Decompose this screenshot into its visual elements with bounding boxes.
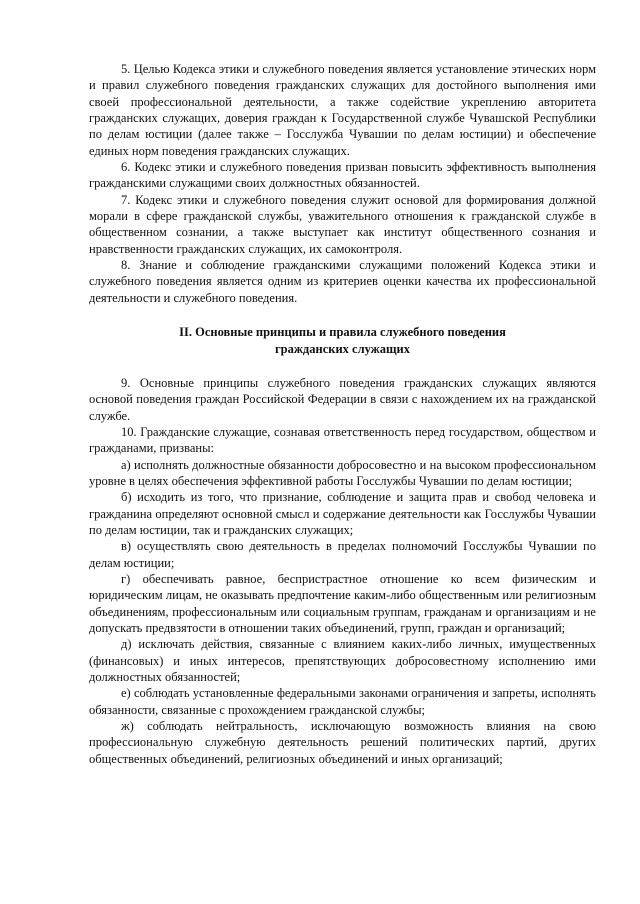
list-item-g: г) обеспечивать равное, беспристрастное отношение ко всем физическим и юридическим лицам, не оказывать предпочтение каким-либо общественным или религиозным объединениям, профессиональным или социальным группам, гражданам и организациям и не допускать предвзятости в отношении таких объединений, групп, граждан и организаций; — [89, 571, 596, 635]
paragraph-6: 6. Кодекс этики и служебного поведения призван повысить эффективность выполнения гражданскими служащими своих должностных обязанностей. — [89, 160, 596, 191]
paragraph-9: 9. Основные принципы служебного поведения гражданских служащих являются основой поведения граждан Российской Федерации в связи с нахождением их на гражданской службе. — [89, 375, 596, 423]
list-item-v: в) осуществлять свою деятельность в пределах полномочий Госслужбы Чувашии по делам юстиции; — [89, 539, 596, 570]
list-item-d: д) исключать действия, связанные с влиянием каких-либо личных, имущественных (финансовых) и иных интересов, препятствующих добросовестному исполнению ими должностных обязанностей; — [89, 637, 596, 685]
list-item-a: а) исполнять должностные обязанности добросовестно и на высоком профессиональном уровне в целях обеспечения эффективной работы Госслужбы Чувашии по делам юстиции; — [89, 457, 596, 488]
paragraph-5: 5. Целью Кодекса этики и служебного поведения является установление этических норм и правил служебного поведения гражданских служащих для достойного выполнения ими своей профессиональной деятельности, а также содействие укреплению авторитета гражданских служащих, доверия граждан к Государственной службе Чувашской Республики по делам юстиции (далее также – Госслужба Чувашии по делам юстиции) и обеспечение единых норм поведения гражданских служащих. — [89, 62, 596, 158]
paragraph-7: 7. Кодекс этики и служебного поведения служит основой для формирования должной морали в сфере гражданской службы, уважительного отношения к гражданской службе в общественном сознании, а также выступает как институт общественного сознания и нравственности гражданских служащих, их самоконтроля. — [89, 192, 596, 256]
paragraph-10: 10. Гражданские служащие, сознавая ответственность перед государством, обществом и гражданами, призваны: — [89, 424, 596, 456]
document-page — [89, 61, 596, 767]
list-item-zh: ж) соблюдать нейтральность, исключающую возможность влияния на свою профессиональную служебную деятельность решений политических партий, других общественных объединений, религиозных объединений и иных организаций; — [89, 719, 596, 766]
list-item-b: б) исходить из того, что признание, соблюдение и защита прав и свобод человека и гражданина определяют основной смысл и содержание деятельности как Госслужбы Чувашии по делам юстиции, так и гражданских служащих; — [89, 490, 596, 537]
section-heading-line-2: гражданских служащих — [274, 341, 410, 356]
list-item-e: е) соблюдать установленные федеральными законами ограничения и запреты, исполнять обязанности, связанные с прохождением гражданской службы; — [89, 686, 596, 717]
paragraph-8: 8. Знание и соблюдение гражданскими служащими положений Кодекса этики и служебного поведения является одним из критериев оценки качества их профессиональной деятельности и служебного поведения. — [89, 258, 596, 305]
section-heading — [89, 324, 596, 357]
section-heading-line-1: II. Основные принципы и правила служебного поведения — [179, 325, 506, 340]
